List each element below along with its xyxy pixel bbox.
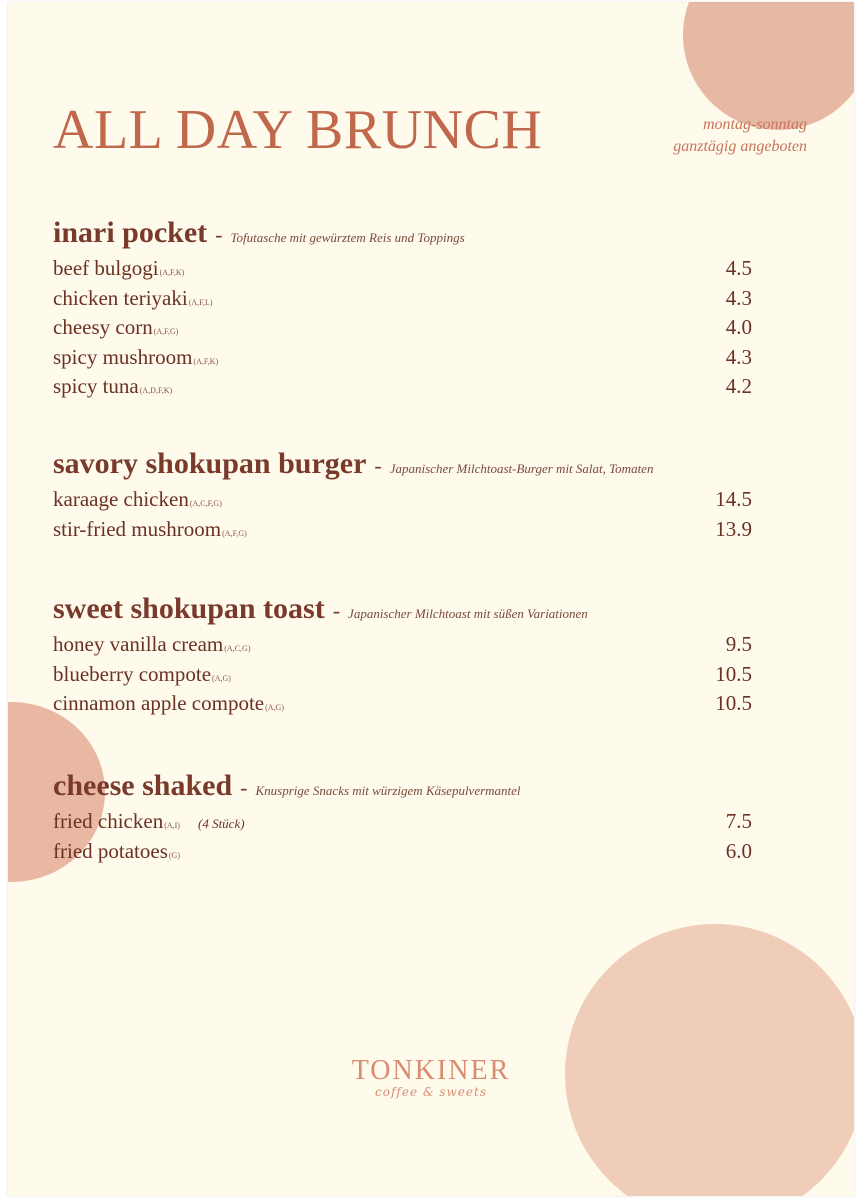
menu-item bbox=[53, 487, 752, 517]
item-allergens: (G) bbox=[168, 850, 180, 860]
item-allergens: (A,F,G) bbox=[153, 327, 179, 336]
item-name: beef bulgogi bbox=[53, 256, 159, 280]
item-price: 4.3 bbox=[725, 344, 752, 369]
item-allergens: (A,C,F,G) bbox=[189, 499, 222, 508]
item-allergens: (A,I) bbox=[164, 821, 180, 830]
item-name: fried potatoes bbox=[53, 838, 168, 863]
item-name: honey vanilla cream bbox=[53, 632, 224, 656]
brand-logo bbox=[8, 1057, 854, 1099]
menu-item bbox=[53, 315, 752, 345]
section-dash: - bbox=[332, 598, 341, 623]
item-price: 6.0 bbox=[725, 838, 752, 863]
item-allergens: (A,G) bbox=[265, 703, 284, 712]
section-description: Tofutasche mit gewürztem Reis und Toppings bbox=[230, 230, 465, 245]
section-title: savory shokupan burger bbox=[53, 447, 367, 480]
item-name: fried chicken bbox=[53, 809, 164, 833]
item-allergens: (A,C,G) bbox=[224, 644, 251, 653]
item-name: chicken teriyaki bbox=[53, 285, 188, 310]
item-allergens: (A,F,L) bbox=[188, 297, 213, 307]
availability-days: montag-sonntag bbox=[703, 116, 807, 133]
item-name: stir-fried mushroom bbox=[53, 516, 222, 541]
item-price: 4.0 bbox=[725, 315, 752, 339]
menu-section-cheese-shaked bbox=[53, 769, 752, 868]
menu-item bbox=[53, 256, 752, 286]
item-price: 9.5 bbox=[725, 632, 752, 656]
menu-page bbox=[8, 2, 854, 1196]
section-title: inari pocket bbox=[53, 216, 208, 249]
item-name: spicy mushroom bbox=[53, 344, 193, 369]
menu-item bbox=[53, 809, 752, 839]
section-description: Japanischer Milchtoast-Burger mit Salat, Tomaten bbox=[389, 461, 654, 476]
item-name: cinnamon apple compote bbox=[53, 691, 265, 715]
section-header bbox=[53, 769, 752, 809]
item-name: spicy tuna bbox=[53, 374, 139, 398]
section-dash: - bbox=[240, 775, 248, 800]
brand-tagline: coffee & sweets bbox=[375, 1085, 487, 1099]
decorative-circle-top-right bbox=[683, 2, 854, 130]
item-price: 14.5 bbox=[715, 487, 752, 511]
menu-item bbox=[53, 662, 752, 692]
section-title: sweet shokupan toast bbox=[53, 592, 325, 625]
item-price: 10.5 bbox=[715, 691, 752, 715]
section-description: Japanischer Milchtoast mit süßen Variationen bbox=[348, 606, 588, 621]
menu-item bbox=[53, 632, 752, 662]
section-description: Knusprige Snacks mit würzigem Käsepulvermantel bbox=[255, 783, 521, 798]
item-allergens: (A,D,F,K) bbox=[139, 386, 173, 395]
menu-section-sweet-shokupan-toast bbox=[53, 592, 752, 721]
page-title: ALL DAY BRUNCH bbox=[53, 99, 543, 161]
section-dash: - bbox=[215, 222, 223, 247]
menu-item bbox=[53, 839, 752, 869]
menu-section-inari-pocket bbox=[53, 216, 752, 404]
menu-item bbox=[53, 691, 752, 721]
item-allergens: (A,G) bbox=[212, 673, 231, 683]
item-portion-note: (4 Stück) bbox=[197, 816, 245, 831]
section-header bbox=[53, 592, 752, 632]
section-dash: - bbox=[374, 453, 382, 478]
menu-item bbox=[53, 374, 752, 404]
menu-item bbox=[53, 517, 752, 547]
item-name: blueberry compote bbox=[53, 661, 212, 686]
item-allergens: (A,F,K) bbox=[193, 356, 219, 366]
item-price: 4.3 bbox=[725, 285, 752, 310]
item-name: karaage chicken bbox=[53, 487, 189, 511]
section-header bbox=[53, 447, 752, 487]
availability-hours: ganztägig angeboten bbox=[673, 138, 807, 155]
section-header bbox=[53, 216, 752, 256]
item-name: cheesy corn bbox=[53, 315, 153, 339]
menu-item bbox=[53, 286, 752, 316]
menu-item bbox=[53, 345, 752, 375]
item-price: 4.5 bbox=[725, 256, 752, 280]
item-price: 7.5 bbox=[725, 809, 752, 833]
item-allergens: (A,F,G) bbox=[222, 528, 247, 538]
brand-name: TONKINER bbox=[351, 1055, 511, 1086]
item-price: 10.5 bbox=[715, 661, 752, 686]
item-price: 13.9 bbox=[715, 516, 752, 541]
item-allergens: (A,F,K) bbox=[159, 268, 185, 277]
menu-section-savory-shokupan-burger bbox=[53, 447, 752, 546]
item-price: 4.2 bbox=[725, 374, 752, 398]
availability-note bbox=[673, 114, 807, 158]
section-title: cheese shaked bbox=[53, 769, 233, 802]
